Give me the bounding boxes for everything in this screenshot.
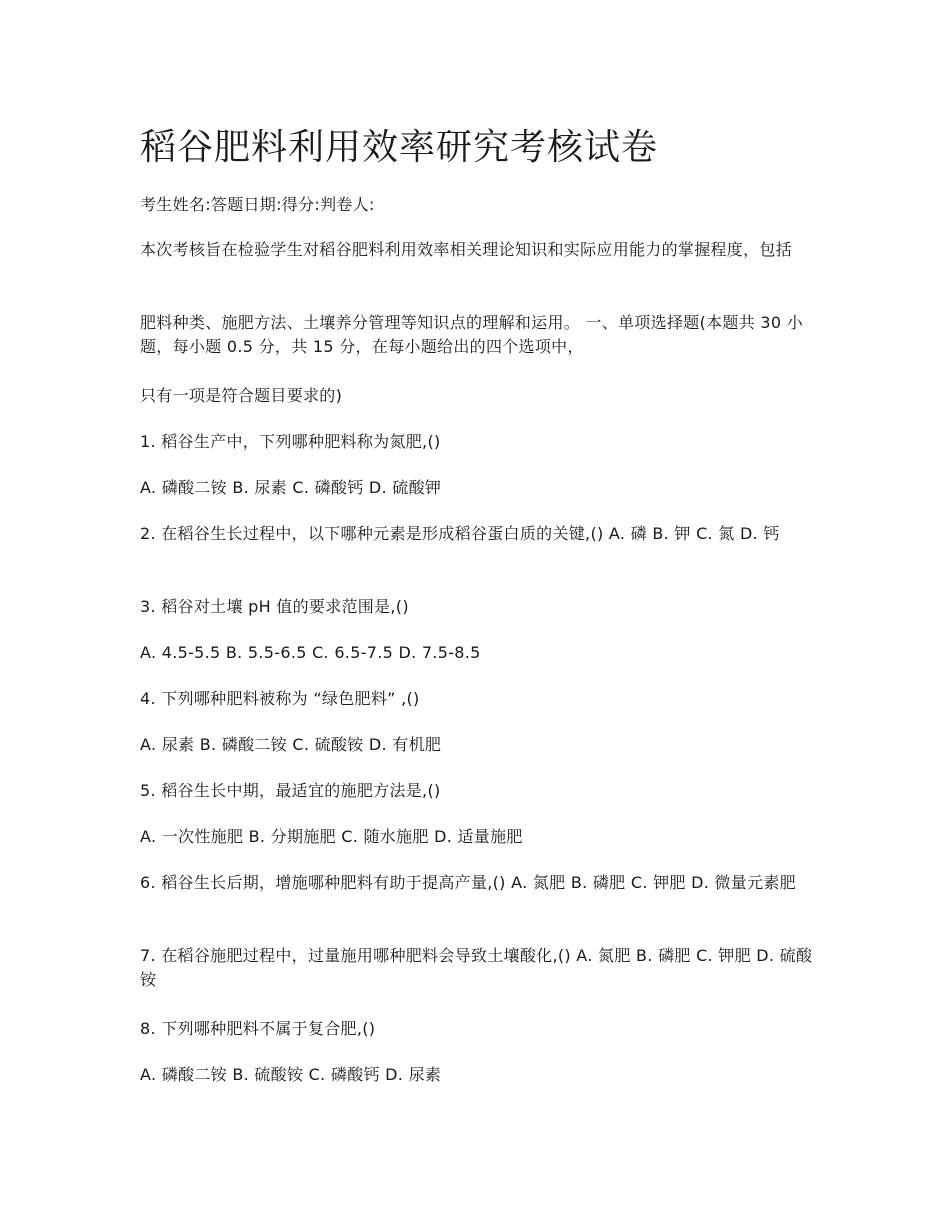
question-8: 8. 下列哪种肥料不属于复合肥,()	[140, 1019, 376, 1038]
question-1: 1. 稻谷生产中，下列哪种肥料称为氮肥,()	[140, 432, 441, 451]
question-5: 5. 稻谷生长中期，最适宜的施肥方法是,()	[140, 781, 441, 800]
question-3-options: A. 4.5-5.5 B. 5.5-6.5 C. 6.5-7.5 D. 7.5-8.5	[140, 643, 481, 662]
header-fields: 考生姓名:答题日期:得分:判卷人:	[140, 195, 375, 214]
question-1-options: A. 磷酸二铵 B. 尿素 C. 磷酸钙 D. 硫酸钾	[140, 478, 442, 497]
intro-paragraph-2: 肥料种类、施肥方法、土壤养分管理等知识点的理解和运用。 一、单项选择题(本题共 30 小题，每小题 0.5 分，共 15 分，在每小题给出的四个选项中，	[140, 313, 804, 356]
question-5-options: A. 一次性施肥 B. 分期施肥 C. 随水施肥 D. 适量施肥	[140, 827, 523, 846]
intro-paragraph-3: 只有一项是符合题目要求的)	[140, 386, 343, 405]
intro-paragraph-1: 本次考核旨在检验学生对稻谷肥料利用效率相关理论知识和实际应用能力的掌握程度，包括	[140, 240, 793, 259]
question-3: 3. 稻谷对土壤 pH 值的要求范围是,()	[140, 597, 409, 616]
page-title: 稻谷肥料利用效率研究考核试卷	[140, 127, 659, 168]
question-2: 2. 在稻谷生长过程中，以下哪种元素是形成稻谷蛋白质的关键,() A. 磷 B. 钾 C. 氮 D. 钙	[140, 524, 780, 543]
question-8-options: A. 磷酸二铵 B. 硫酸铵 C. 磷酸钙 D. 尿素	[140, 1065, 442, 1084]
question-4: 4. 下列哪种肥料被称为 “绿色肥料” ,()	[140, 689, 420, 708]
question-7: 7. 在稻谷施肥过程中，过量施用哪种肥料会导致土壤酸化,() A. 氮肥 B. 磷肥 C. 钾肥 D. 硫酸铵	[140, 946, 813, 989]
question-4-options: A. 尿素 B. 磷酸二铵 C. 硫酸铵 D. 有机肥	[140, 735, 442, 754]
question-6: 6. 稻谷生长后期，增施哪种肥料有助于提高产量,() A. 氮肥 B. 磷肥 C. 钾肥 D. 微量元素肥	[140, 873, 796, 892]
